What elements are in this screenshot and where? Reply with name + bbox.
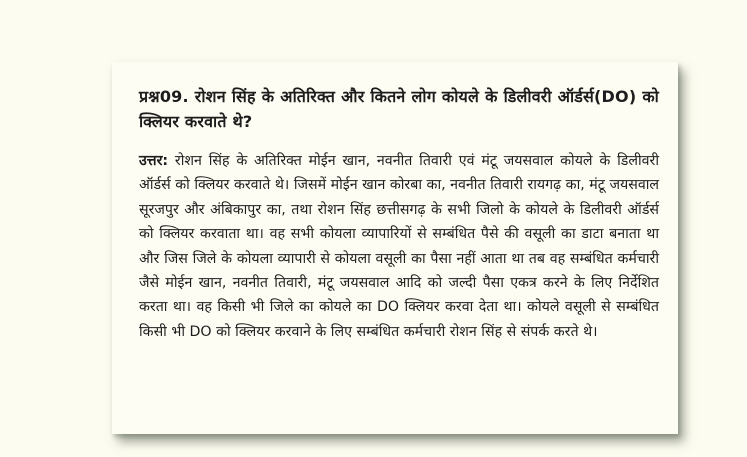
answer-label: उत्तर: [139,153,169,169]
question-text: रोशन सिंह के अतिरिक्त और कितने लोग कोयले के डिलीवरी ऑर्डर्स(DO) को क्लियर करवाते थे? [139,87,659,131]
question-label: प्रश्न09. [139,87,189,106]
document-card [112,62,678,434]
answer [139,149,659,344]
qa-content [139,84,659,344]
answer-text: रोशन सिंह के अतिरिक्त मोईन खान, नवनीत तिवारी एवं मंटू जयसवाल कोयले के डिलीवरी ऑर्डर्स को क्लियर करवाते थे। जिसमें मोईन खान कोरबा का, नवनीत तिवारी रायगढ़ का, मंटू जयसवाल सूरजपुर और अंबिकापुर का, तथा रोशन सिंह छत्तीसगढ़ के सभी जिलो के कोयले के डिलीवरी ऑर्डर्स को क्लियर करवाता था। वह सभी कोयला व्यापारियों से सम्बंधित पैसे की वसूली का डाटा बनाता था और जिस जिले के कोयला व्यापारी से कोयला वसूली का पैसा नहीं आता था तब वह सम्बंधित कर्मचारी जैसे मोईन खान, नवनीत तिवारी, मंटू जयसवाल आदि को जल्दी पैसा एकत्र करने के लिए निर्देशित करता था। वह किसी भी जिले का कोयले का DO क्लियर करवा देता था। कोयले वसूली से सम्बंधित किसी भी DO को क्लियर करवाने के लिए सम्बंधित कर्मचारी रोशन सिंह से संपर्क करते थे। [139,153,659,340]
question [139,84,659,134]
